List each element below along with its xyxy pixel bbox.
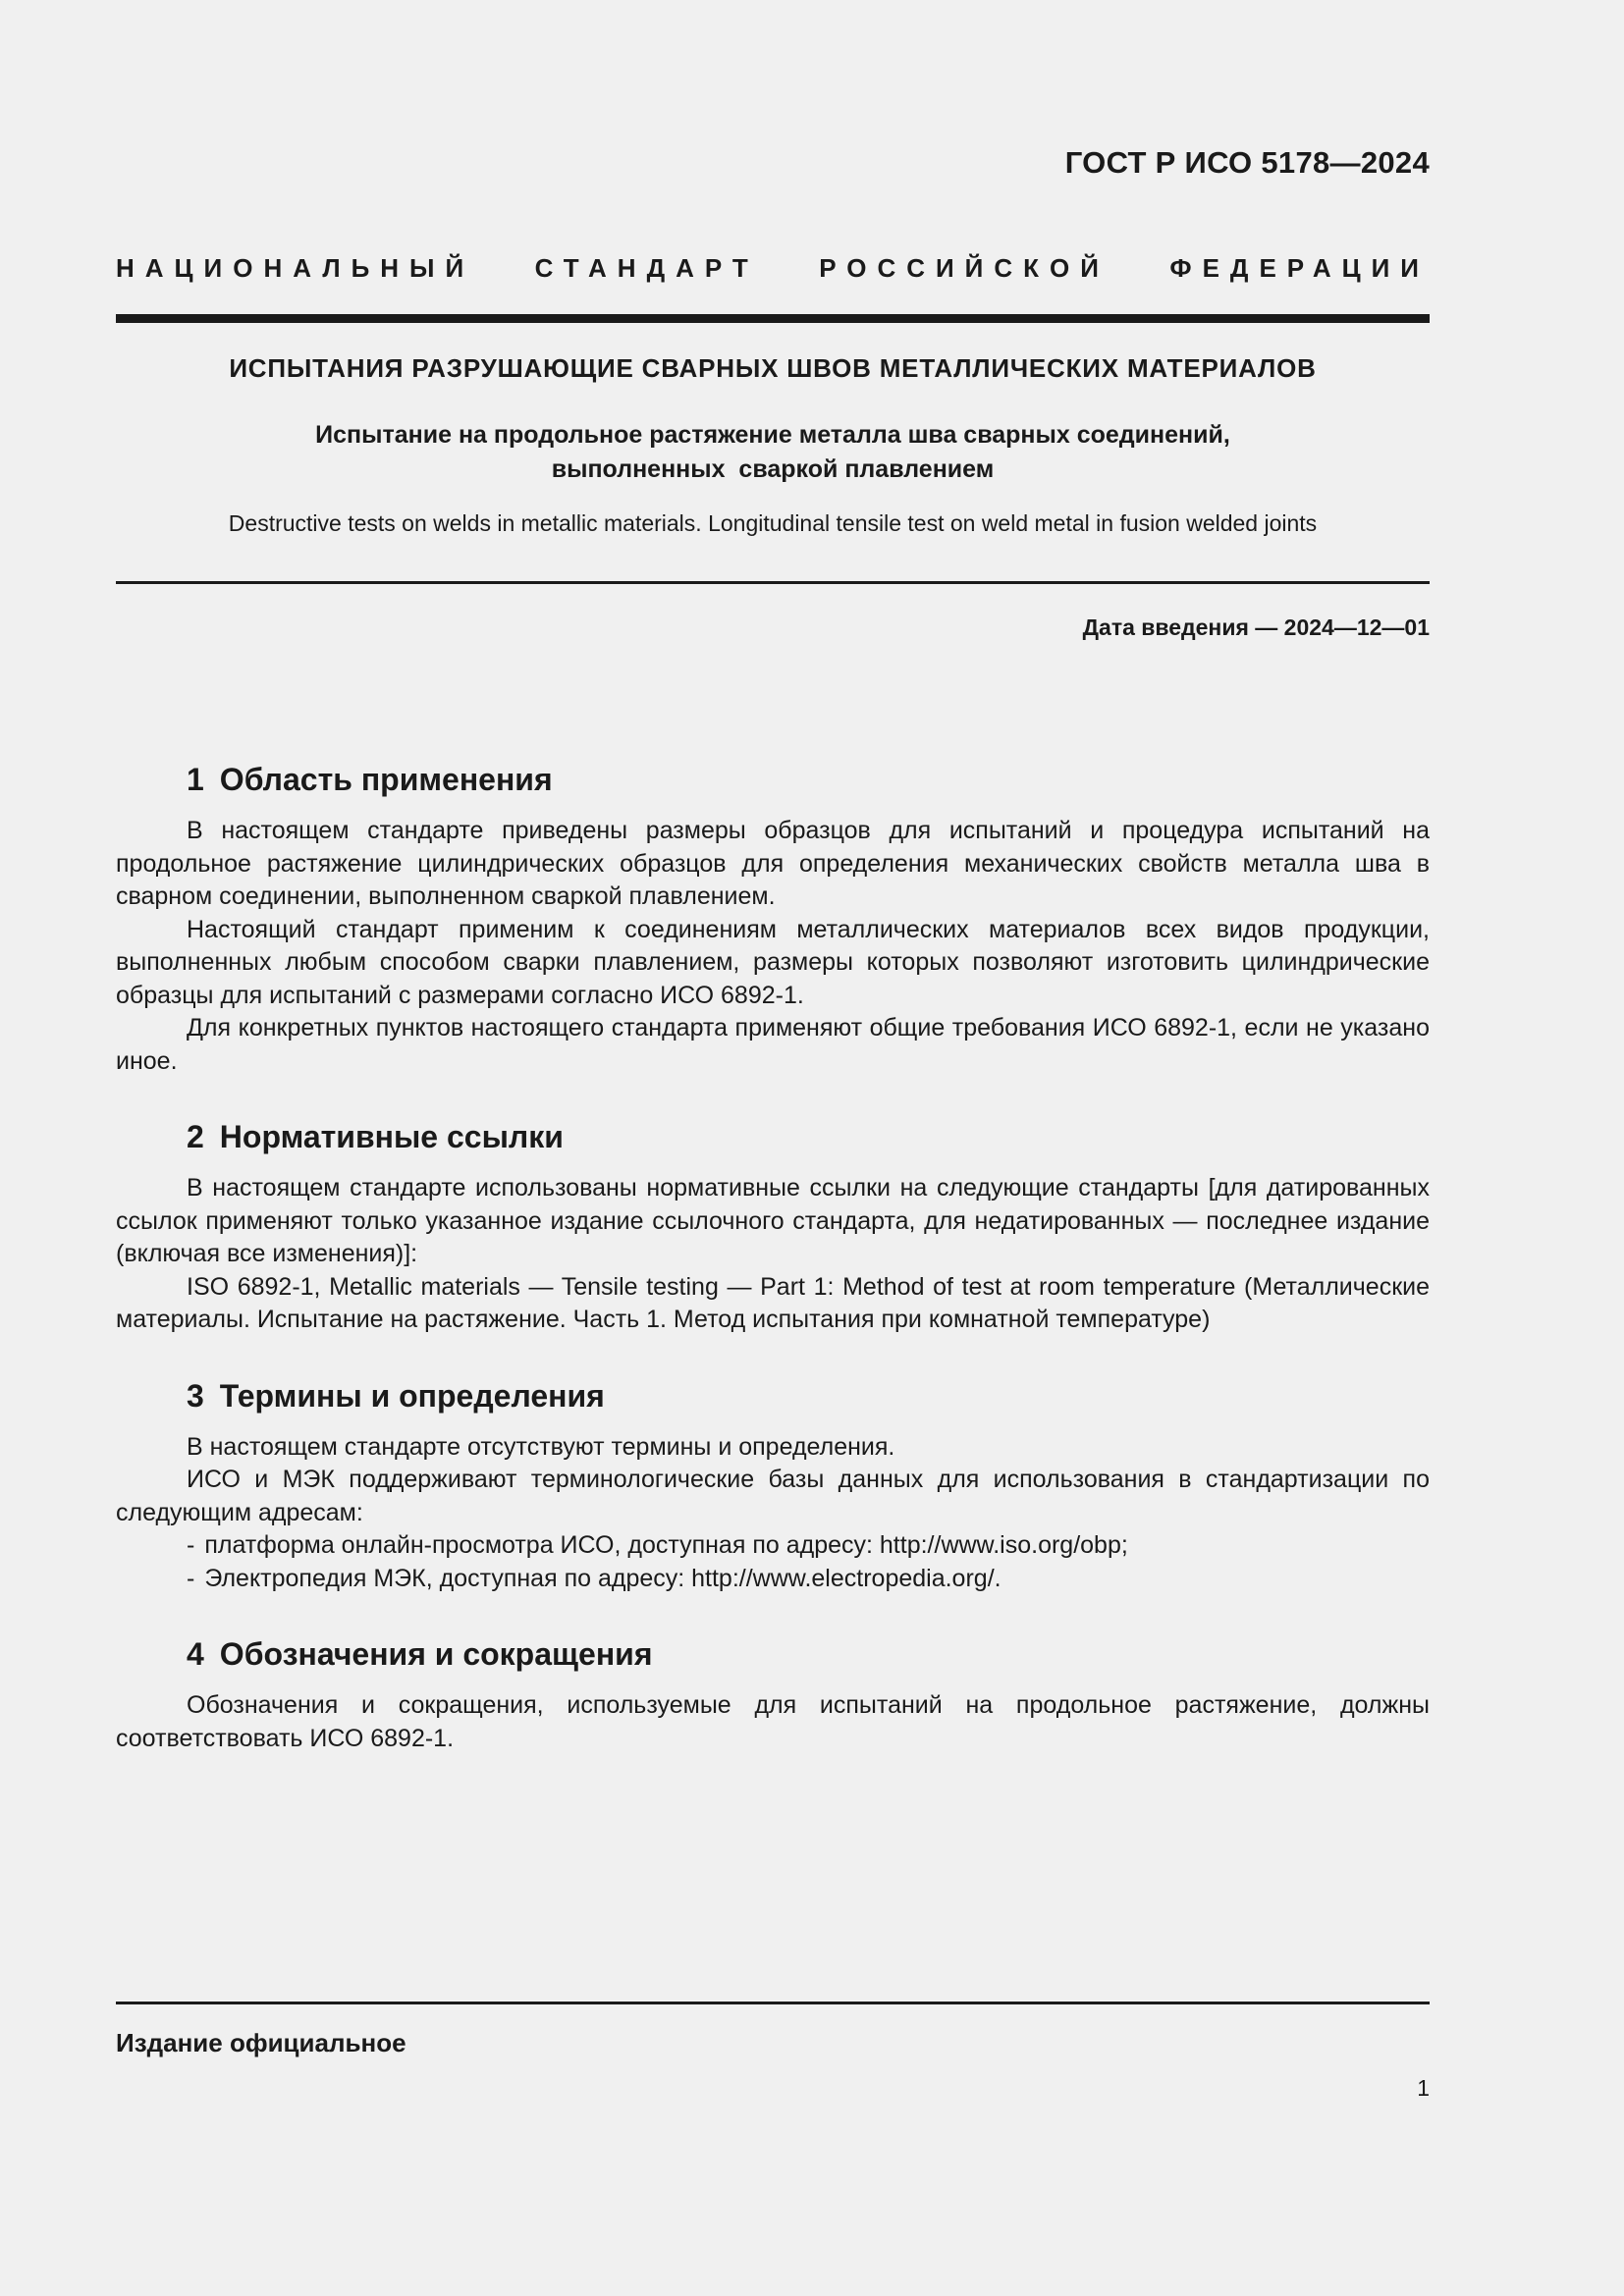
header-divider-thick bbox=[116, 314, 1430, 323]
section-heading bbox=[187, 1632, 1430, 1689]
section-terms-definitions bbox=[116, 1374, 1430, 1596]
paragraph: Для конкретных пунктов настоящего стандарта применяют общие требования ИСО 6892-1, если не указано иное. bbox=[116, 1014, 1430, 1075]
subtitle-line-1: Испытание на продольное растяжение металла шва сварных соединений, bbox=[315, 421, 1230, 449]
section-title: Обозначения и сокращения bbox=[219, 1636, 653, 1672]
bullet-marker: - bbox=[187, 1531, 195, 1559]
section-title: Термины и определения bbox=[219, 1377, 605, 1414]
document-subtitle bbox=[116, 418, 1430, 487]
paragraph: В настоящем стандарте приведены размеры образцов для испытаний и процедура испытаний на продольное растяжение цилиндрических образцов для определения механических свойств металла шва в сварном соединении, выполненном сваркой плавлением. bbox=[116, 817, 1430, 910]
section-title: Область применения bbox=[219, 762, 553, 797]
title-divider bbox=[116, 581, 1430, 584]
list-item-text: платформа онлайн-просмотра ИСО, доступная по адресу: http://www.iso.org/obp; bbox=[204, 1531, 1128, 1559]
reference-entry: ISO 6892-1, Metallic materials — Tensile testing — Part 1: Method of test at room temperature (Металлические материалы. Испытание на растяжение. Часть 1. Метод испытания при комнатной температуре) bbox=[116, 1272, 1430, 1333]
document-main-title: ИСПЫТАНИЯ РАЗРУШАЮЩИЕ СВАРНЫХ ШВОВ МЕТАЛЛИЧЕСКИХ МАТЕРИАЛОВ bbox=[229, 353, 1317, 383]
paragraph: Обозначения и сокращения, используемые для испытаний на продольное растяжение, должны соответствовать ИСО 6892-1. bbox=[116, 1691, 1430, 1752]
subtitle-line-2: выполненных сваркой плавлением bbox=[551, 455, 995, 483]
national-standard-heading: НАЦИОНАЛЬНЫЙ СТАНДАРТ РОССИЙСКОЙ ФЕДЕРАЦИИ bbox=[116, 253, 1430, 283]
section-number: 4 bbox=[187, 1636, 204, 1672]
bullet-marker: - bbox=[187, 1564, 195, 1592]
document-body bbox=[116, 758, 1430, 1755]
page-number: 1 bbox=[1417, 2075, 1430, 2101]
section-heading bbox=[187, 1374, 1430, 1431]
list-item-text: Электропедия МЭК, доступная по адресу: http://www.electropedia.org/. bbox=[204, 1564, 1001, 1592]
section-heading bbox=[187, 1115, 1430, 1172]
paragraph: Настоящий стандарт применим к соединениям металлических материалов всех видов продукции, выполненных любым способом сварки плавлением, размеры которых позволяют изготовить цилиндрические образцы для испытаний с размерами согласно ИСО 6892-1. bbox=[116, 915, 1430, 1009]
section-scope bbox=[116, 758, 1430, 1078]
section-number: 3 bbox=[187, 1377, 204, 1414]
section-number: 1 bbox=[187, 762, 204, 797]
section-number: 2 bbox=[187, 1119, 204, 1154]
introduction-date: Дата введения — 2024—12—01 bbox=[1082, 614, 1430, 640]
paragraph: В настоящем стандарте отсутствуют термины и определения. bbox=[187, 1432, 895, 1461]
footer-divider bbox=[116, 2002, 1430, 2004]
list-item bbox=[187, 1563, 1430, 1596]
document-number: ГОСТ Р ИСО 5178—2024 bbox=[1064, 145, 1430, 180]
paragraph: В настоящем стандарте использованы нормативные ссылки на следующие стандарты [для датированных ссылок применяют только указанное издание ссылочного стандарта, для недатированных — последнее издание (включая все изменения)]: bbox=[116, 1174, 1430, 1267]
list-item bbox=[187, 1529, 1430, 1563]
english-title: Destructive tests on welds in metallic materials. Longitudinal tensile test on weld metal in fusion welded joints bbox=[228, 510, 1318, 536]
section-heading bbox=[187, 758, 1430, 815]
official-edition-label: Издание официальное bbox=[116, 2028, 406, 2057]
section-title: Нормативные ссылки bbox=[219, 1119, 564, 1154]
paragraph: ИСО и МЭК поддерживают терминологические базы данных для использования в стандартизации по следующим адресам: bbox=[116, 1466, 1430, 1526]
section-normative-references bbox=[116, 1115, 1430, 1337]
section-symbols-abbreviations bbox=[116, 1632, 1430, 1755]
